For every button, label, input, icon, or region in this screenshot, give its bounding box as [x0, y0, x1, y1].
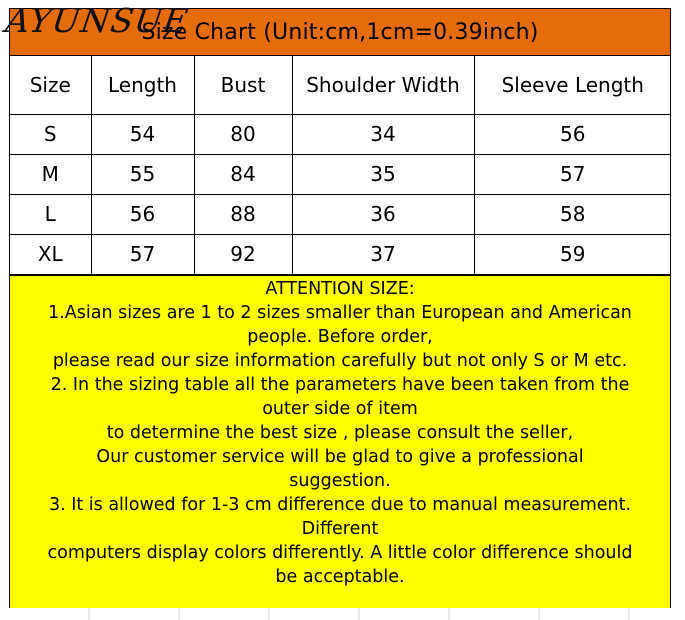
shoulder-width-cell: 34 [292, 114, 474, 154]
notice-line: suggestion. [289, 470, 391, 491]
sleeve-length-cell: 56 [474, 114, 671, 154]
column-header-bust: Bust [194, 56, 292, 114]
notice-line: people. Before order, [247, 326, 433, 347]
size-chart-title: Size Chart (Unit:cm,1cm=0.39inch) [10, 9, 670, 56]
sleeve-length-cell: 58 [474, 194, 671, 234]
table-row [10, 114, 671, 154]
notice-line: computers display colors differently. A little color difference should [47, 542, 633, 563]
shoulder-width-cell: 35 [292, 154, 474, 194]
notice-line: to determine the best size , please consult the seller, [106, 422, 574, 443]
notice-line: 2. In the sizing table all the parameters have been taken from the [50, 374, 630, 395]
size-cell: M [10, 154, 91, 194]
table-row [10, 194, 671, 234]
notice-heading: ATTENTION SIZE: [265, 278, 415, 299]
column-header-shoulder-width: Shoulder Width [292, 56, 474, 114]
size-table [10, 56, 671, 275]
shoulder-width-cell: 36 [292, 194, 474, 234]
brand-logo: AYUNSUE [3, 1, 192, 40]
table-row [10, 234, 671, 274]
table-header-row [10, 56, 671, 114]
bust-cell: 92 [194, 234, 292, 274]
notice-line: outer side of item [262, 398, 418, 419]
length-cell: 56 [91, 194, 194, 234]
size-chart [9, 8, 671, 615]
notice-line: Our customer service will be glad to give a professional [96, 446, 584, 467]
size-cell: S [10, 114, 91, 154]
notice-line: 3. It is allowed for 1-3 cm difference due to manual measurement. [48, 494, 632, 515]
bust-cell: 84 [194, 154, 292, 194]
notice-line: 1.Asian sizes are 1 to 2 sizes smaller than European and American [48, 302, 632, 323]
table-row [10, 154, 671, 194]
column-header-size: Size [10, 56, 91, 114]
attention-notice [10, 275, 670, 614]
sleeve-length-cell: 59 [474, 234, 671, 274]
column-header-sleeve-length: Sleeve Length [474, 56, 671, 114]
shoulder-width-cell: 37 [292, 234, 474, 274]
sleeve-length-cell: 57 [474, 154, 671, 194]
bust-cell: 80 [194, 114, 292, 154]
length-cell: 55 [91, 154, 194, 194]
size-cell: XL [10, 234, 91, 274]
notice-line: be acceptable. [275, 566, 405, 587]
page-bottom-edge [0, 608, 685, 620]
notice-line: Different [301, 518, 379, 539]
size-cell: L [10, 194, 91, 234]
bust-cell: 88 [194, 194, 292, 234]
length-cell: 54 [91, 114, 194, 154]
notice-line: please read our size information carefully but not only S or M etc. [52, 350, 628, 371]
length-cell: 57 [91, 234, 194, 274]
column-header-length: Length [91, 56, 194, 114]
